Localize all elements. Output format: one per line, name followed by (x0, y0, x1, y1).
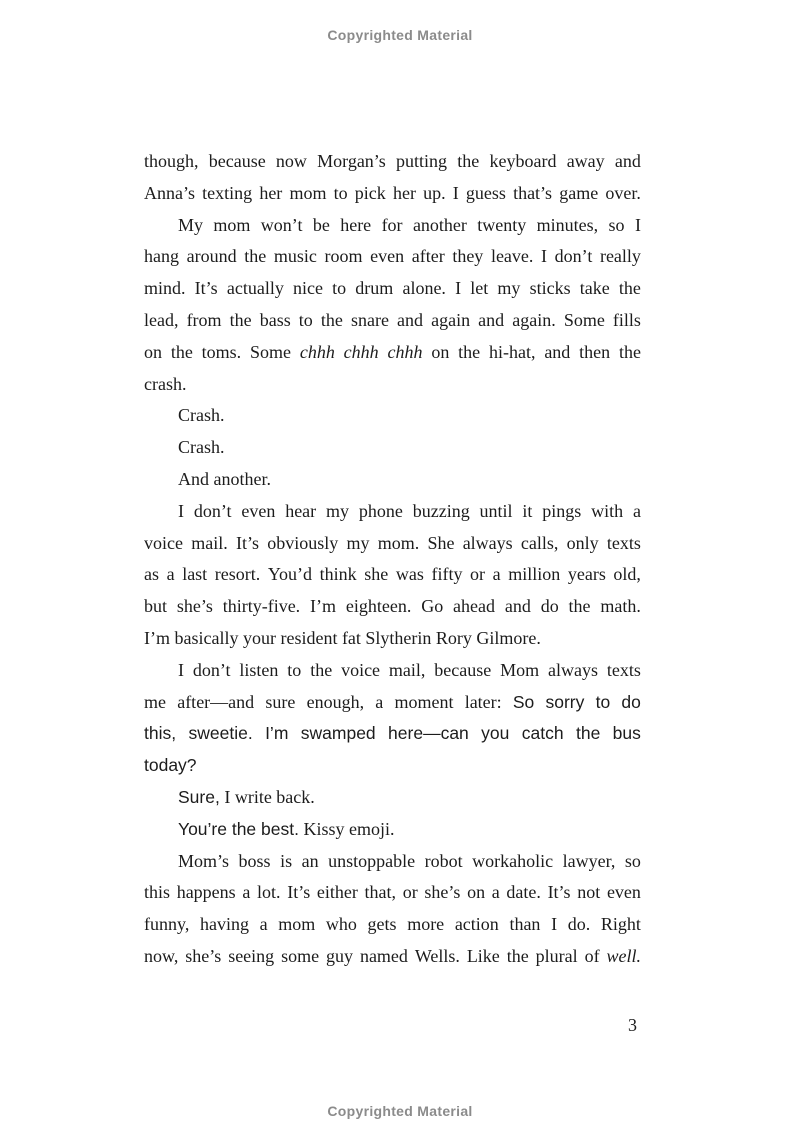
text-run: a (242, 882, 251, 903)
text-run: bus (612, 723, 641, 744)
text-run: obviously (267, 532, 339, 553)
text-run: music (273, 246, 317, 267)
text-run: some (281, 945, 320, 966)
text-run: because (434, 659, 492, 680)
text-run: moment (394, 691, 454, 712)
text-run: or (402, 882, 418, 903)
text-run: last (182, 564, 208, 585)
text-line (144, 369, 641, 401)
text-run: this, (144, 723, 177, 744)
text-run: having (199, 914, 249, 935)
text-run: robot (424, 850, 463, 871)
text-run: the (244, 246, 267, 267)
text-run: actually (226, 278, 284, 299)
top-copyright-notice: Copyrighted Material (327, 27, 473, 43)
text-run: room (324, 246, 363, 267)
text-run: always (462, 532, 513, 553)
text-run: bass (259, 309, 291, 330)
text-run: math. (600, 596, 641, 617)
text-run: that’s (513, 182, 553, 203)
text-run: away (566, 151, 605, 171)
text-run: it (522, 500, 533, 521)
text-line (144, 337, 641, 369)
text-run: a (491, 882, 500, 903)
text-run: gets (367, 914, 397, 935)
text-run: do (540, 596, 559, 617)
text-run: my (346, 532, 370, 553)
text-run: twenty (477, 214, 527, 235)
text-run: voice (144, 532, 183, 553)
text-run: then (579, 341, 611, 362)
text-line (144, 528, 641, 560)
text-line (144, 305, 641, 337)
text-run: sticks (529, 278, 571, 299)
text-run: chhh (387, 341, 423, 362)
text-run: the (457, 151, 480, 171)
text-run: this (144, 882, 171, 903)
text-run: after—and (177, 691, 255, 712)
text-run: the (310, 659, 333, 680)
text-run: the (575, 723, 601, 744)
text-run: of (584, 945, 600, 966)
text-run: calls, (520, 532, 559, 553)
text-line (144, 273, 641, 305)
text-run: a (632, 500, 641, 521)
text-line (144, 846, 641, 878)
text-run: crash. (144, 373, 187, 394)
text-run: to (333, 182, 348, 203)
text-run: until (479, 500, 513, 521)
text-line (144, 559, 641, 591)
text-line (144, 782, 641, 814)
text-run: Mom’s (178, 850, 230, 871)
text-run: an (301, 850, 319, 871)
text-run: hi-hat, (488, 341, 536, 362)
text-run: Morgan’s (317, 151, 386, 171)
text-run: So (512, 691, 535, 712)
text-run: It’s (235, 532, 259, 553)
text-run: because (208, 151, 266, 171)
text-run: so (608, 214, 625, 235)
text-run: but (144, 596, 168, 617)
text-run: minutes, (536, 214, 599, 235)
text-run: My (178, 214, 204, 235)
text-run: It’s (287, 882, 311, 903)
text-run: She (427, 532, 455, 553)
text-line (144, 909, 641, 941)
text-run: pings (542, 500, 582, 521)
text-run: I (452, 182, 459, 203)
text-run: I (178, 500, 184, 521)
text-run: mail. (191, 532, 228, 553)
text-run: the (458, 341, 481, 362)
text-line (144, 241, 641, 273)
text-run: catch (521, 723, 564, 744)
text-run: with (591, 500, 624, 521)
text-run: sure (265, 691, 296, 712)
text-run: her (259, 182, 283, 203)
text-run: I write back. (219, 786, 315, 807)
text-run: she’s (185, 945, 222, 966)
text-run: buzzing (412, 500, 470, 521)
text-run: hang (144, 246, 179, 267)
text-run: I (634, 214, 641, 235)
text-run: phone (358, 500, 403, 521)
page-number: 3 (628, 1015, 637, 1035)
text-line (144, 178, 641, 210)
text-run: I (541, 246, 548, 267)
text-run: to (287, 659, 302, 680)
book-page-text (144, 146, 641, 973)
text-run: don’t (554, 246, 593, 267)
text-run: she’s (424, 882, 461, 903)
text-run: Right (600, 914, 641, 935)
text-run: over. (605, 182, 641, 203)
text-run: eighteen. (345, 596, 412, 617)
text-run: guy (326, 945, 354, 966)
text-run: she’s (176, 596, 213, 617)
text-run: mind. (144, 278, 186, 299)
text-run: sweetie. (188, 723, 253, 744)
text-run: swamped (300, 723, 376, 744)
text-run: lead, (144, 309, 179, 330)
text-run: listen (239, 659, 279, 680)
text-run: to (298, 309, 313, 330)
text-run: let (470, 278, 489, 299)
text-run: a (375, 691, 384, 712)
text-run: the (170, 341, 193, 362)
text-run: toms. (201, 341, 242, 362)
text-run: on (467, 882, 486, 903)
text-run: after (411, 246, 445, 267)
text-run: be (312, 214, 330, 235)
text-run: than (509, 914, 541, 935)
text-run: really (599, 246, 641, 267)
text-run: snare (350, 309, 389, 330)
text-run: mom. (377, 532, 420, 553)
text-run: again. (512, 309, 556, 330)
text-run: guess (465, 182, 506, 203)
text-run: I (455, 278, 462, 299)
text-run: another (412, 214, 467, 235)
text-run: do (621, 691, 641, 712)
text-run: so (624, 850, 641, 871)
text-run: the (506, 945, 529, 966)
text-run: though, (144, 151, 199, 171)
text-run: Anna’s (144, 182, 195, 203)
text-run: Some (563, 309, 605, 330)
text-run: take (579, 278, 610, 299)
text-run: I’m (265, 723, 289, 744)
text-run: always (548, 659, 599, 680)
text-run: was (395, 564, 424, 585)
text-run: she (364, 564, 389, 585)
text-line (144, 941, 641, 973)
text-run: You’re the best. (178, 818, 299, 839)
text-run: on (431, 341, 450, 362)
text-run: don’t (192, 659, 231, 680)
text-run: voice (341, 659, 381, 680)
text-run: that, (364, 882, 397, 903)
text-run: pick (354, 182, 386, 203)
text-run: well. (606, 945, 641, 966)
text-run: mom (289, 182, 327, 203)
text-run: Kissy emoji. (298, 818, 395, 839)
text-run: again (431, 309, 471, 330)
text-run: Sure, (178, 786, 220, 807)
bottom-copyright-notice: Copyrighted Material (327, 1103, 473, 1119)
text-run: they (452, 246, 484, 267)
text-run: only (566, 532, 599, 553)
text-run: texts (606, 659, 641, 680)
text-run: nice (292, 278, 323, 299)
text-run: as (144, 564, 159, 585)
text-run: workaholic (472, 850, 554, 871)
text-run: who (325, 914, 357, 935)
text-run: on (144, 341, 162, 362)
text-run: action (454, 914, 499, 935)
text-run: sorry (545, 691, 585, 712)
text-run: or (470, 564, 486, 585)
text-run: lawyer, (562, 850, 616, 871)
text-run: won’t (260, 214, 303, 235)
text-run: fifty (431, 564, 463, 585)
text-run: is (280, 850, 293, 871)
text-run: even (241, 500, 276, 521)
text-run: Like (466, 945, 500, 966)
text-run: I’m (310, 596, 337, 617)
text-run: It’s (547, 882, 571, 903)
text-run: Go (421, 596, 444, 617)
text-run: Mom (500, 659, 540, 680)
text-run: named (359, 945, 408, 966)
text-run: around (186, 246, 237, 267)
text-line (144, 655, 641, 687)
text-run: up. (423, 182, 446, 203)
text-run: don’t (193, 500, 232, 521)
text-run: to (595, 691, 611, 712)
text-run: a (492, 564, 501, 585)
text-run: mail, (388, 659, 426, 680)
text-run: from (186, 309, 222, 330)
text-run: my (497, 278, 521, 299)
text-run: ahead (453, 596, 496, 617)
text-run: game (559, 182, 599, 203)
text-run: and (397, 309, 424, 330)
text-run: chhh (343, 341, 379, 362)
text-run: texting (202, 182, 253, 203)
text-run: and (544, 341, 571, 362)
text-run: now, (144, 945, 179, 966)
text-run: Crash. (178, 437, 225, 458)
text-run: here (340, 214, 372, 235)
text-run: resort. (214, 564, 261, 585)
text-run: happens (176, 882, 236, 903)
text-line (144, 210, 641, 242)
text-run: mom (213, 214, 251, 235)
text-line (144, 687, 641, 719)
text-run: unstoppable (328, 850, 416, 871)
text-run: Crash. (178, 405, 225, 426)
text-run: here—can (388, 723, 469, 744)
text-run: thirty-five. (222, 596, 301, 617)
text-run: the (229, 309, 252, 330)
text-run: either (316, 882, 358, 903)
text-run: seeing (228, 945, 275, 966)
text-run: even (606, 882, 641, 903)
text-run: putting (396, 151, 448, 171)
text-line (144, 591, 641, 623)
text-run: plural (535, 945, 578, 966)
text-line (144, 718, 641, 750)
text-run: my (326, 500, 350, 521)
text-run: for (381, 214, 403, 235)
text-run: Some (250, 341, 292, 362)
text-line (144, 877, 641, 909)
text-line (144, 623, 641, 655)
text-line (144, 146, 641, 178)
text-run: hear (285, 500, 317, 521)
text-run: It’s (194, 278, 218, 299)
text-run: later: (464, 691, 502, 712)
text-run: mom (278, 914, 316, 935)
text-run: to (332, 278, 347, 299)
text-run: and (504, 596, 531, 617)
text-run: I (178, 659, 184, 680)
text-run: date. (506, 882, 541, 903)
text-run: texts (606, 532, 641, 553)
text-run: You’d (267, 564, 313, 585)
text-run: years (567, 564, 606, 585)
text-run: lot. (257, 882, 281, 903)
text-run: old, (613, 564, 641, 585)
text-run: I’m basically your resident fat Slytherin Rory Gilmore. (144, 627, 541, 648)
text-run: drum (355, 278, 394, 299)
text-run: enough, (306, 691, 365, 712)
text-run: boss (238, 850, 271, 871)
text-run: the (618, 278, 641, 299)
text-run: even (370, 246, 405, 267)
text-run: fills (612, 309, 641, 330)
text-run: I (551, 914, 558, 935)
text-run: not (577, 882, 601, 903)
text-run: and (478, 309, 505, 330)
text-run: chhh (299, 341, 335, 362)
text-run: the (568, 596, 591, 617)
text-run: you (481, 723, 510, 744)
text-run: do. (567, 914, 591, 935)
text-run: funny, (144, 914, 190, 935)
text-run: and (614, 151, 641, 171)
text-line (144, 464, 641, 496)
text-run: keyboard (489, 151, 557, 171)
text-run: a (259, 914, 268, 935)
text-run: Wells. (414, 945, 460, 966)
text-run: think (319, 564, 357, 585)
text-line (144, 496, 641, 528)
text-line (144, 750, 641, 782)
text-run: And another. (178, 468, 271, 489)
text-run: me (144, 691, 166, 712)
text-run: her (392, 182, 416, 203)
text-run: now (275, 151, 307, 171)
text-run: the (618, 341, 641, 362)
text-line (144, 400, 641, 432)
text-line (144, 432, 641, 464)
text-run: a (166, 564, 175, 585)
text-run: the (320, 309, 343, 330)
text-run: leave. (490, 246, 534, 267)
text-run: more (407, 914, 445, 935)
text-line (144, 814, 641, 846)
text-run: million (508, 564, 561, 585)
text-run: alone. (402, 278, 446, 299)
text-run: today? (144, 755, 197, 776)
